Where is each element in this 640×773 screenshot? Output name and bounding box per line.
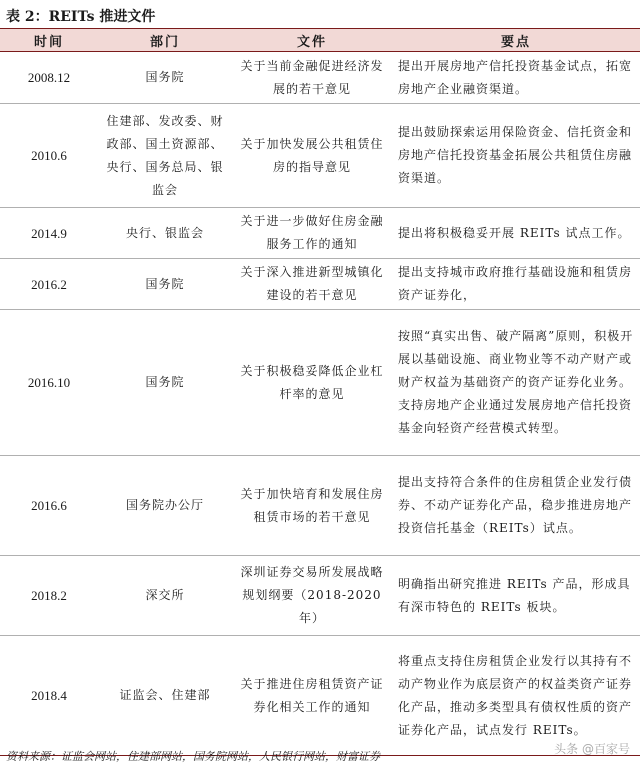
- row-date: 2018.4: [0, 636, 98, 756]
- row-date: 2010.6: [0, 104, 98, 208]
- row-point: 提出鼓励探索运用保险资金、信托资金和房地产信托投资基金拓展公共租赁住房融资渠道。: [392, 104, 640, 208]
- row-doc: 关于进一步做好住房金融服务工作的通知: [232, 208, 392, 259]
- row-dept: 国务院: [98, 310, 232, 456]
- table-row: [0, 259, 640, 310]
- header-doc: 文件: [232, 29, 392, 52]
- row-point: 提出将积极稳妥开展 REITs 试点工作。: [392, 208, 640, 259]
- table-row: [0, 52, 640, 104]
- row-point: 提出支持符合条件的住房租赁企业发行债券、不动产证券化产品，稳步推进房地产投资信托基金（REITs）试点。: [392, 456, 640, 556]
- row-doc: 关于积极稳妥降低企业杠杆率的意见: [232, 310, 392, 456]
- table-row: [0, 208, 640, 259]
- row-date: 2016.10: [0, 310, 98, 456]
- row-doc: 关于当前金融促进经济发展的若干意见: [232, 52, 392, 104]
- row-dept: 住建部、发改委、财政部、国土资源部、央行、国务总局、银监会: [98, 104, 232, 208]
- row-point: 明确指出研究推进 REITs 产品，形成具有深市特色的 REITs 板块。: [392, 556, 640, 636]
- table-row: [0, 104, 640, 208]
- table-row: [0, 636, 640, 756]
- row-dept: 国务院: [98, 52, 232, 104]
- row-date: 2008.12: [0, 52, 98, 104]
- watermark: 头条 @百家号: [554, 742, 630, 756]
- row-date: 2016.2: [0, 259, 98, 310]
- row-doc: 关于加快培育和发展住房租赁市场的若干意见: [232, 456, 392, 556]
- row-dept: 国务院办公厅: [98, 456, 232, 556]
- header-dept: 部门: [98, 29, 232, 52]
- row-dept: 证监会、住建部: [98, 636, 232, 756]
- row-point: 按照“真实出售、破产隔离”原则，积极开展以基础设施、商业物业等不动产财产或财产权益为基础资产的资产证券化业务。支持房地产企业通过发展房地产信托投资基金向轻资产经营模式转型。: [392, 310, 640, 456]
- row-dept: 国务院: [98, 259, 232, 310]
- table-row: [0, 556, 640, 636]
- row-doc: 关于推进住房租赁资产证券化相关工作的通知: [232, 636, 392, 756]
- header-time: 时间: [0, 29, 98, 52]
- row-point: 提出支持城市政府推行基础设施和租赁房资产证券化，: [392, 259, 640, 310]
- row-doc: 关于加快发展公共租赁住房的指导意见: [232, 104, 392, 208]
- row-date: 2014.9: [0, 208, 98, 259]
- row-doc: 深圳证券交易所发展战略规划纲要（2018-2020 年）: [232, 556, 392, 636]
- header-point: 要点: [392, 29, 640, 52]
- reits-policy-table: [0, 29, 640, 756]
- table-row: [0, 310, 640, 456]
- row-point: 提出开展房地产信托投资基金试点，拓宽房地产企业融资渠道。: [392, 52, 640, 104]
- row-date: 2018.2: [0, 556, 98, 636]
- table-row: [0, 456, 640, 556]
- row-dept: 央行、银监会: [98, 208, 232, 259]
- table-header-row: [0, 29, 640, 52]
- row-date: 2016.6: [0, 456, 98, 556]
- table-title: 表 2：REITs 推进文件: [6, 9, 156, 25]
- row-doc: 关于深入推进新型城镇化建设的若干意见: [232, 259, 392, 310]
- row-point: 将重点支持住房租赁企业发行以其持有不动产物业作为底层资产的权益类资产证券化产品，推动多类型具有债权性质的资产证券化产品，试点发行 REITs。: [392, 636, 640, 756]
- source-note: 资料来源：证监会网站，住建部网站，国务院网站，人民银行网站，财富证券: [6, 750, 380, 763]
- row-dept: 深交所: [98, 556, 232, 636]
